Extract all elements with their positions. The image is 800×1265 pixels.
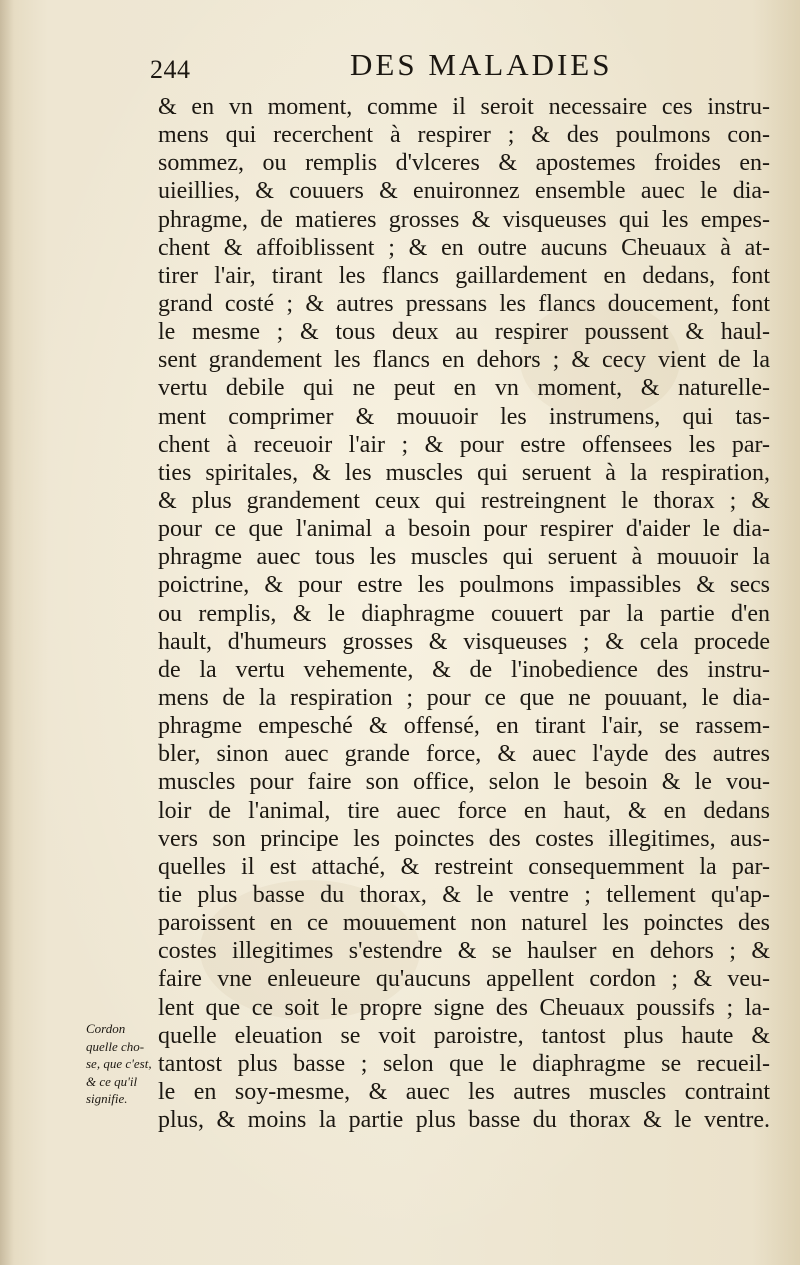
text-line: tie plus basse du thorax, & le ventre ; tellement qu'ap- bbox=[158, 881, 770, 908]
margin-note-line: se, que c'est, bbox=[86, 1056, 152, 1071]
text-line: phragme, de matieres grosses & visqueuses qui les empes- bbox=[158, 206, 770, 233]
text-line: tirer l'air, tirant les flancs gaillardement en dedans, font bbox=[158, 262, 770, 289]
text-line: hault, d'humeurs grosses & visqueuses ; & cela procede bbox=[158, 628, 770, 655]
text-line: vers son principe les poinctes des costes illegitimes, aus- bbox=[158, 825, 770, 852]
text-line: chent à receuoir l'air ; & pour estre offensees les par- bbox=[158, 431, 770, 458]
text-line: mens qui recerchent à respirer ; & des poulmons con- bbox=[158, 122, 770, 149]
text-line: muscles pour faire son office, selon le besoin & le vou- bbox=[158, 769, 770, 796]
margin-note-line: quelle cho- bbox=[86, 1038, 145, 1054]
text-line: vertu debile qui ne peut en vn moment, & naturelle- bbox=[158, 375, 770, 402]
margin-note-line: & ce qu'il bbox=[86, 1073, 138, 1089]
text-line: loir de l'animal, tire auec force en haut, & en dedans bbox=[158, 797, 770, 824]
text-line: bler, sinon auec grande force, & auec l'ayde des autres bbox=[158, 741, 770, 768]
text-line: tantost plus basse ; selon que le diaphragme se recueil- bbox=[158, 1050, 770, 1077]
margin-note-line: Cordon bbox=[86, 1021, 126, 1036]
text-line: quelles il est attaché, & restreint consequemment la par- bbox=[158, 853, 770, 880]
body-text bbox=[158, 93, 770, 1134]
text-line: plus, & moins la partie plus basse du thorax & le ventre. bbox=[158, 1107, 770, 1134]
text-line: le mesme ; & tous deux au respirer poussent & haul- bbox=[158, 319, 770, 346]
text-line: costes illegitimes s'estendre & se haulser en dehors ; & bbox=[158, 938, 770, 965]
text-line: grand costé ; & autres pressans les flancs doucement, font bbox=[158, 290, 770, 317]
text-line: & plus grandement ceux qui restreingnent le thorax ; & bbox=[158, 487, 770, 514]
text-line: sent grandement les flancs en dehors ; & cecy vient de la bbox=[158, 347, 770, 374]
text-line: uieillies, & couuers & enuironnez ensemble auec le dia- bbox=[158, 178, 770, 205]
text-line: chent & affoiblissent ; & en outre aucuns Cheuaux à at- bbox=[158, 234, 770, 261]
page-fold-shadow bbox=[0, 0, 14, 1265]
text-line: faire vne enleueure qu'aucuns appellent cordon ; & veu- bbox=[158, 966, 770, 993]
text-line: ou remplis, & le diaphragme couuert par la partie d'en bbox=[158, 600, 770, 627]
text-line: de la vertu vehemente, & de l'inobedience des instru- bbox=[158, 656, 770, 683]
text-line: mens de la respiration ; pour ce que ne pouuant, le dia- bbox=[158, 684, 770, 711]
text-line: paroissent en ce mouuement non naturel les poinctes des bbox=[158, 910, 770, 937]
text-line: sommez, ou remplis d'vlceres & apostemes froides en- bbox=[158, 150, 770, 177]
text-line: le en soy-mesme, & auec les autres muscles contraint bbox=[158, 1078, 770, 1105]
text-line: poictrine, & pour estre les poulmons impassibles & secs bbox=[158, 572, 770, 599]
running-title: DES MALADIES bbox=[350, 47, 613, 82]
text-line: quelle eleuation se voit paroistre, tantost plus haute & bbox=[158, 1022, 770, 1049]
text-line: ment comprimer & mouuoir les instrumens, qui tas- bbox=[158, 403, 770, 430]
text-line: lent que ce soit le propre signe des Cheuaux poussifs ; la- bbox=[158, 994, 770, 1021]
text-line: pour ce que l'animal a besoin pour respirer d'aider le dia- bbox=[158, 516, 770, 543]
text-line: phragme empesché & offensé, en tirant l'air, se rassem- bbox=[158, 713, 770, 740]
page-number: 244 bbox=[150, 55, 191, 84]
page-header bbox=[150, 45, 630, 85]
text-line: & en vn moment, comme il seroit necessaire ces instru- bbox=[158, 94, 770, 120]
margin-note-line: signifie. bbox=[86, 1091, 128, 1106]
text-line: phragme auec tous les muscles qui seruent à mouuoir la bbox=[158, 544, 770, 571]
text-line: ties spiritales, & les muscles qui seruent à la respiration, bbox=[158, 459, 770, 486]
margin-note bbox=[86, 1020, 158, 1108]
